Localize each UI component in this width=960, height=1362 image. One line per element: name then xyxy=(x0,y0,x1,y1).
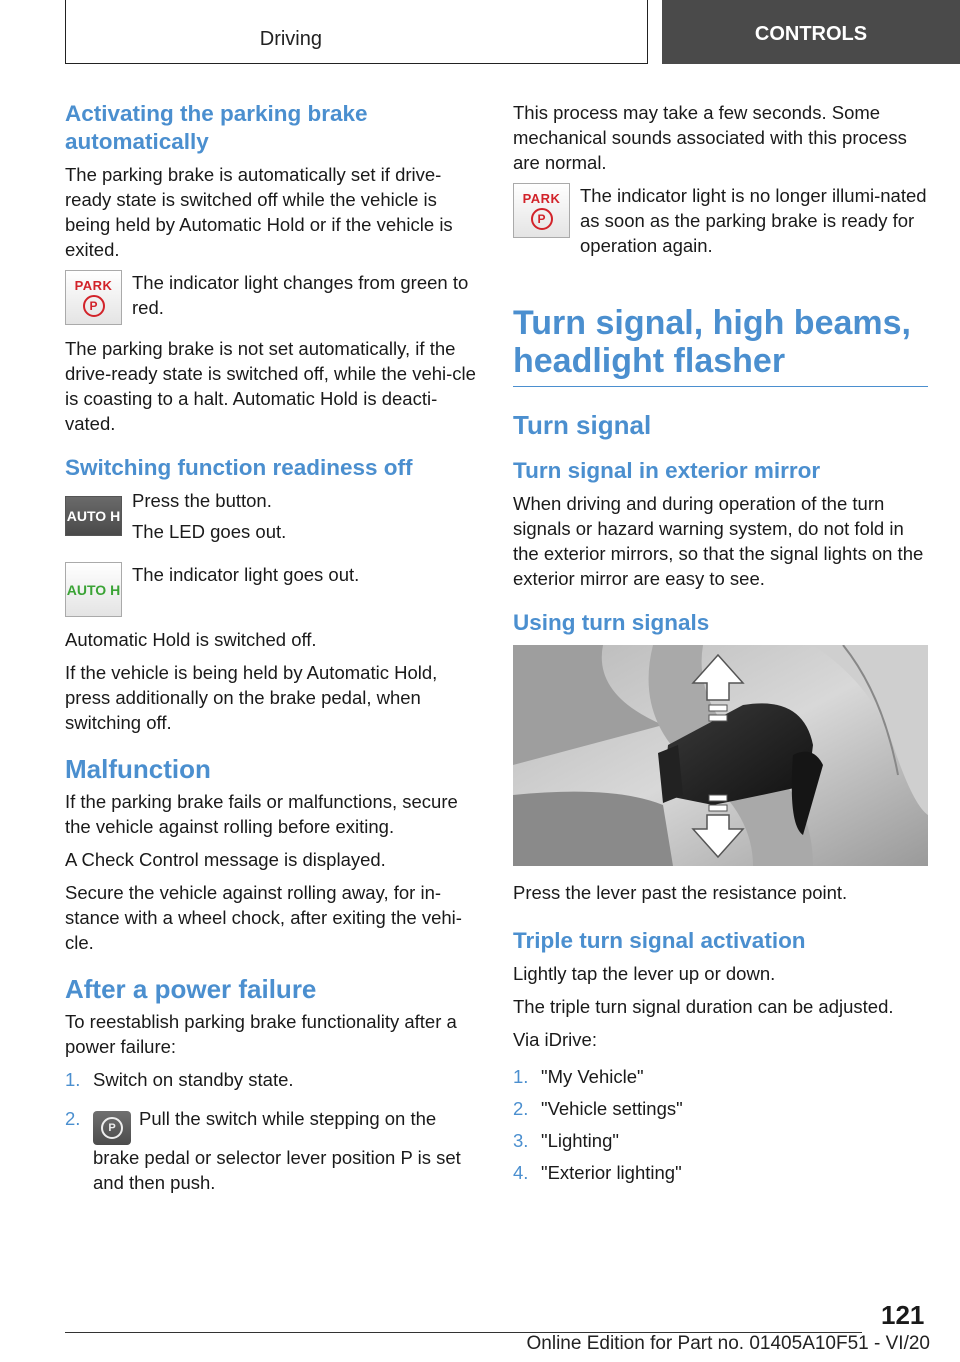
paragraph: Via iDrive: xyxy=(513,1029,597,1050)
park-icon-label: PARK xyxy=(522,190,561,206)
list-item xyxy=(513,1128,928,1153)
step-text: Pull the switch while stepping on the brake pedal or selector lever position P is set and then push. xyxy=(93,1108,461,1193)
heading-activating-parking-brake: Activating the parking brake automatically xyxy=(65,101,368,154)
park-indicator-icon xyxy=(65,270,122,325)
header-tab-controls: CONTROLS xyxy=(662,0,960,64)
idrive-steps xyxy=(513,1064,928,1185)
header-box xyxy=(65,0,648,64)
step-text: "Lighting" xyxy=(541,1130,619,1151)
instruction-text: Press the button. xyxy=(132,490,272,511)
auto-h-button-label: AUTO H xyxy=(66,508,121,524)
indicator-text: The indicator light goes out. xyxy=(132,564,360,585)
edition-footer: Online Edition for Part no. 01405A10F51 - VI/20 xyxy=(526,1333,930,1354)
button-row xyxy=(65,488,480,550)
paragraph: Automatic Hold is switched off. xyxy=(65,629,317,650)
paragraph: The triple turn signal duration can be adjusted. xyxy=(513,996,894,1017)
step-number: 1. xyxy=(65,1069,81,1090)
paragraph: If the vehicle is being held by Automatic Hold, press additionally on the brake pedal, when switching off. xyxy=(65,662,438,733)
park-icon-symbol: P xyxy=(531,208,553,230)
paragraph: This process may take a few seconds. Some mechanical sounds associated with this process are normal. xyxy=(513,102,907,173)
turn-signal-lever-image xyxy=(513,645,928,866)
park-icon-label: PARK xyxy=(74,277,113,293)
page-number: 121 xyxy=(881,1300,925,1330)
heading-turn-signal-high-beams: Turn signal, high beams, headlight flasher xyxy=(513,304,928,387)
paragraph: When driving and during operation of the turn signals or hazard warning system, do not fold in the exterior mirrors, so that the signal lights on the exterior mirror are easy to see. xyxy=(513,493,924,589)
step-number: 2. xyxy=(513,1098,529,1119)
left-column xyxy=(65,100,480,1202)
paragraph: A Check Control message is displayed. xyxy=(65,849,386,870)
list-item xyxy=(513,1064,928,1089)
header-section-label: Driving xyxy=(259,28,322,50)
paragraph: To reestablish parking brake functionality after a power failure: xyxy=(65,1011,457,1057)
paragraph: The parking brake is automatically set if drive-ready state is switched off while the vehicle is being held by Automatic Hold or if the vehicle is exited. xyxy=(65,164,453,260)
step-number: 1. xyxy=(513,1066,529,1087)
list-item xyxy=(513,1096,928,1121)
list-item xyxy=(65,1067,480,1092)
indicator-row xyxy=(65,562,480,617)
indicator-row xyxy=(513,183,928,264)
heading-turn-signal: Turn signal xyxy=(513,410,652,440)
heading-after-power-failure: After a power failure xyxy=(65,974,317,1004)
heading-malfunction: Malfunction xyxy=(65,754,211,784)
auto-h-button-icon xyxy=(65,496,122,536)
power-failure-steps xyxy=(65,1067,480,1195)
step-text: "My Vehicle" xyxy=(541,1066,644,1087)
right-column xyxy=(513,100,928,1192)
instruction-text: The LED goes out. xyxy=(132,521,287,542)
step-text: "Exterior lighting" xyxy=(541,1162,682,1183)
park-indicator-icon xyxy=(513,183,570,238)
parking-brake-switch-icon: P xyxy=(93,1111,131,1145)
step-number: 2. xyxy=(65,1108,81,1129)
step-text: "Vehicle settings" xyxy=(541,1098,683,1119)
park-icon-symbol: P xyxy=(83,295,105,317)
paragraph: Secure the vehicle against rolling away, for in-stance with a wheel chock, after exiting the vehi-cle. xyxy=(65,882,462,953)
indicator-row xyxy=(65,270,480,326)
paragraph: Press the lever past the resistance point. xyxy=(513,882,848,903)
heading-using-turn-signals: Using turn signals xyxy=(513,610,710,635)
indicator-text: The indicator light is no longer illumi-nated as soon as the parking brake is ready for operation again. xyxy=(580,185,927,256)
heading-switching-readiness-off: Switching function readiness off xyxy=(65,455,413,480)
list-item xyxy=(65,1106,480,1195)
auto-h-indicator-label: AUTO H xyxy=(66,581,121,598)
auto-h-indicator-icon xyxy=(65,562,122,617)
paragraph: If the parking brake fails or malfunctions, secure the vehicle against rolling before exiting. xyxy=(65,791,458,837)
paragraph: The parking brake is not set automatically, if the drive-ready state is switched off, while the vehi-cle is coasting to a halt. Automatic Hold is deacti-vated. xyxy=(65,338,476,434)
heading-turn-signal-mirror: Turn signal in exterior mirror xyxy=(513,458,821,483)
step-text: Switch on standby state. xyxy=(93,1069,294,1090)
paragraph: Lightly tap the lever up or down. xyxy=(513,963,776,984)
list-item xyxy=(513,1160,928,1185)
indicator-text: The indicator light changes from green to red. xyxy=(132,272,469,318)
step-number: 4. xyxy=(513,1162,529,1183)
heading-triple-turn-signal: Triple turn signal activation xyxy=(513,928,806,953)
step-number: 3. xyxy=(513,1130,529,1151)
